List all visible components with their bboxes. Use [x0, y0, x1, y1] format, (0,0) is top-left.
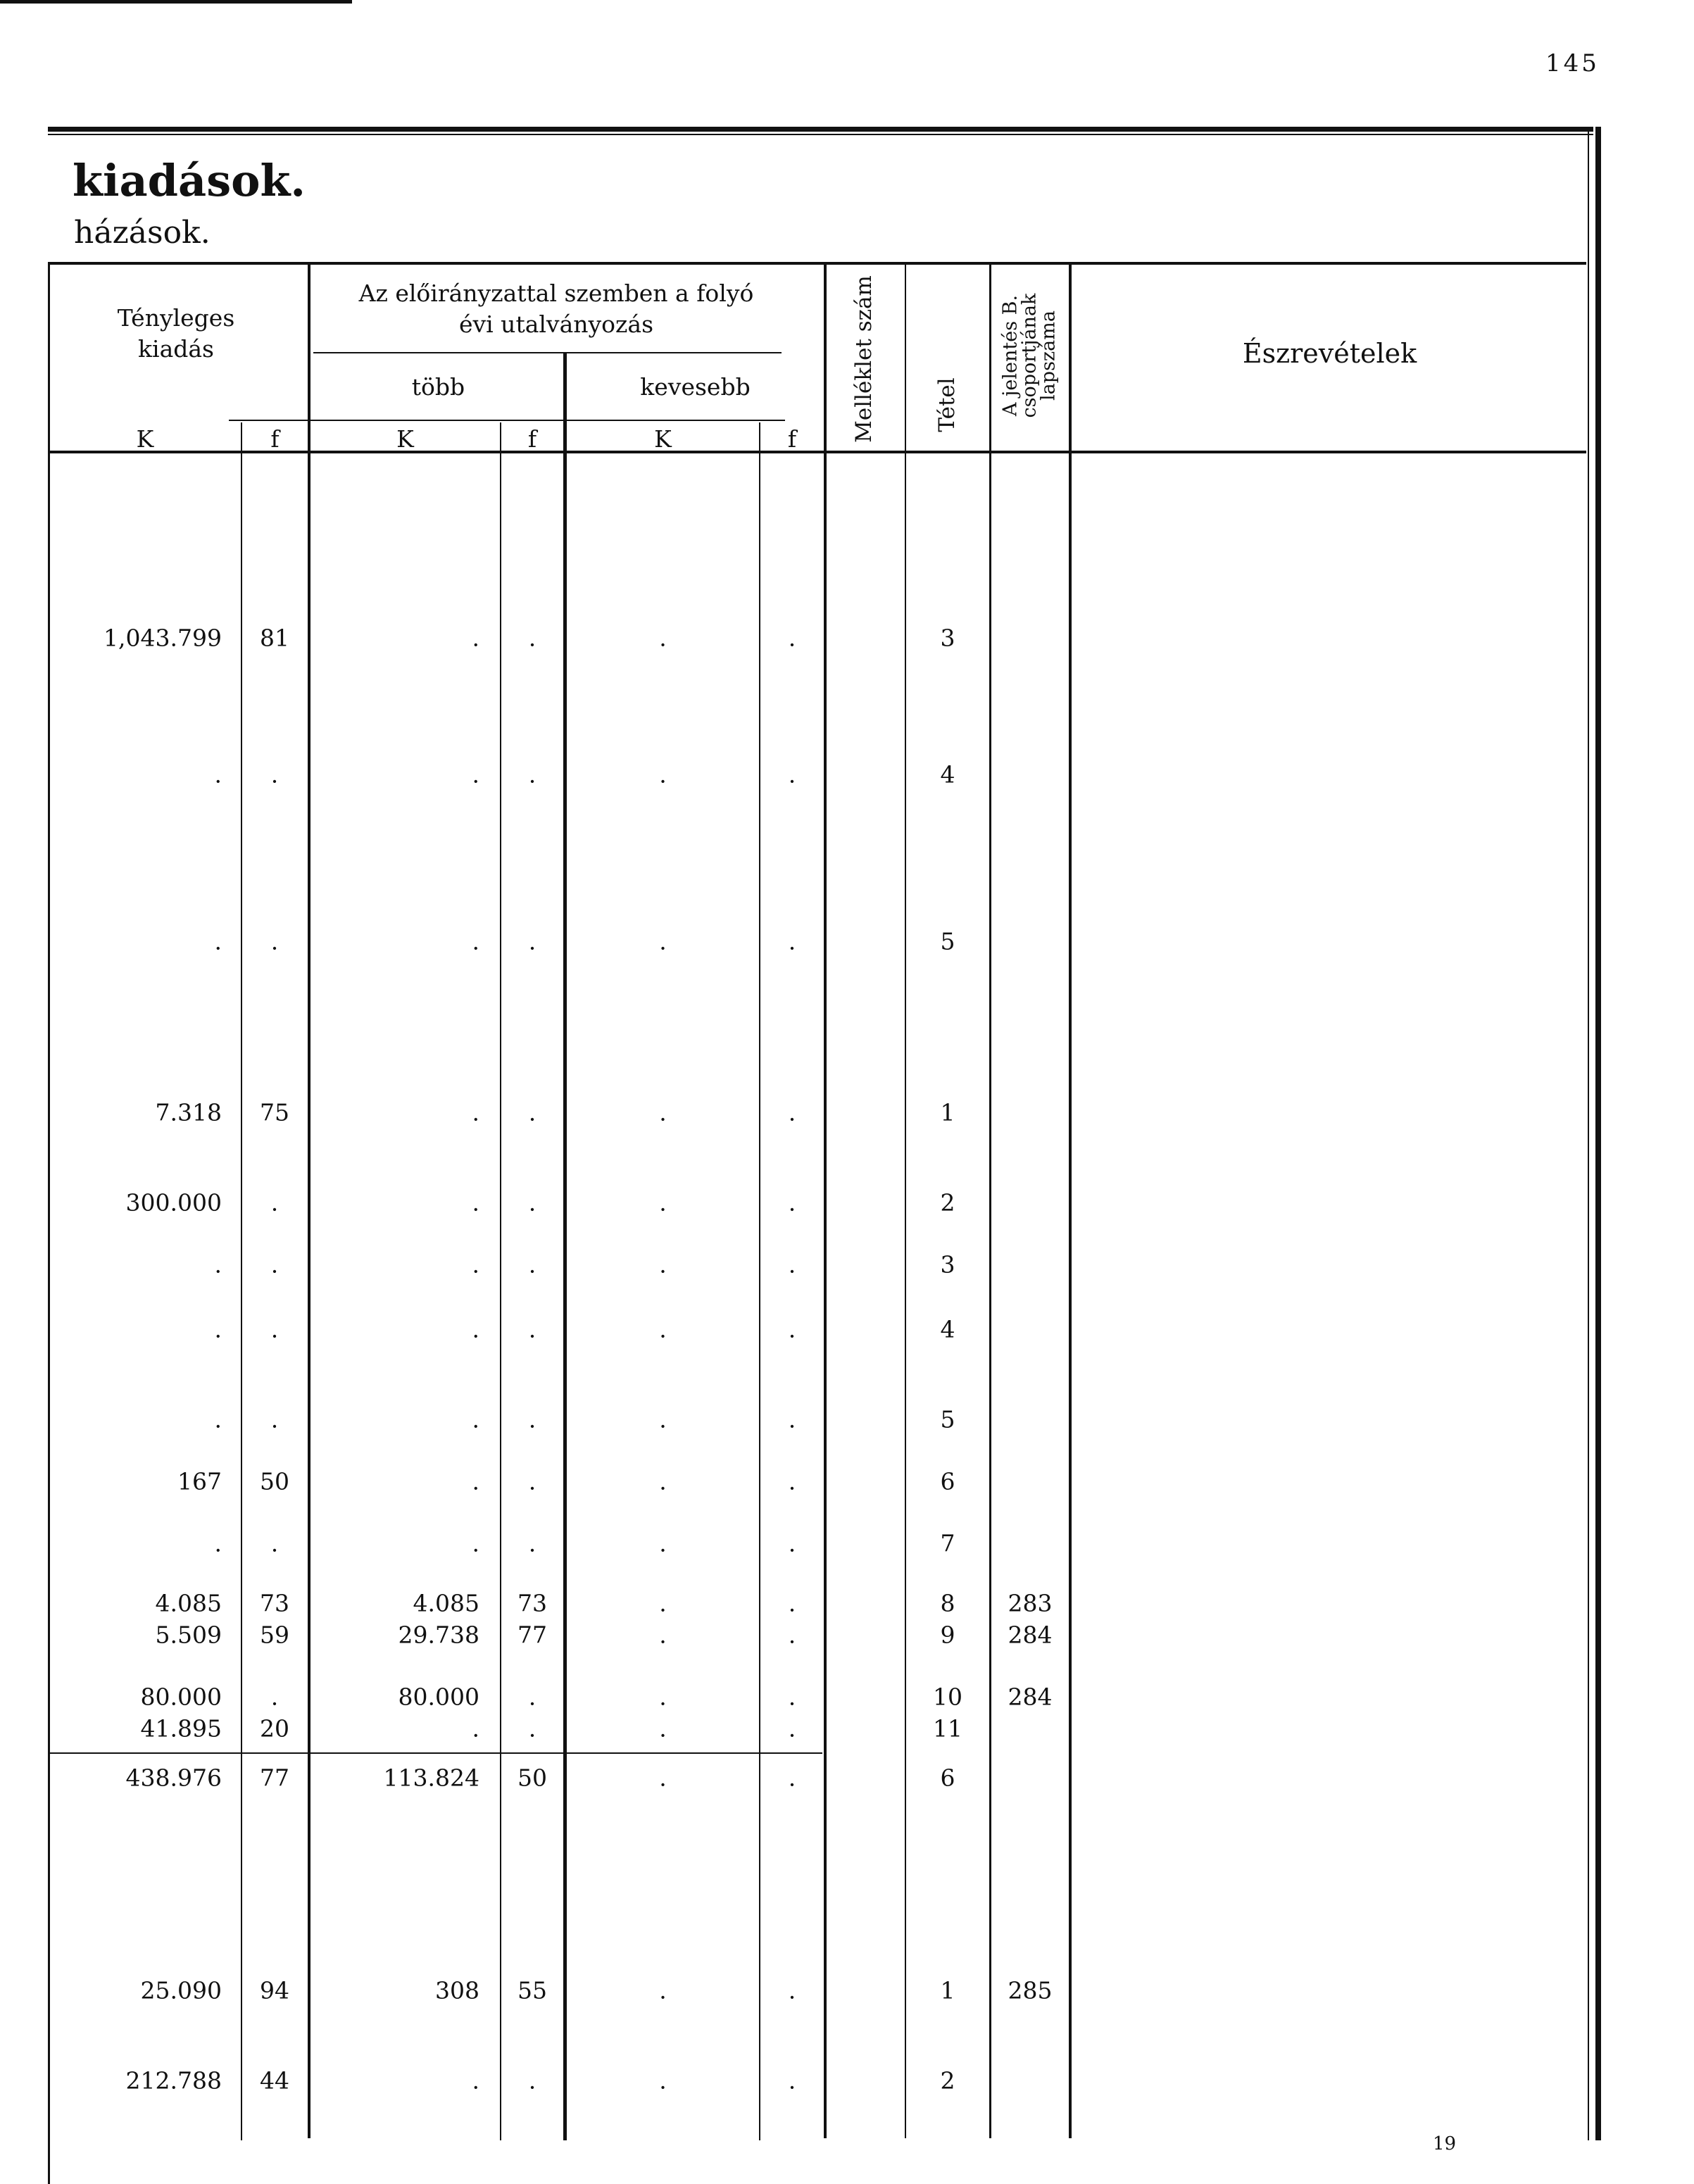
cell-mk: .	[472, 1315, 479, 1343]
col-divider-mf	[500, 422, 501, 2140]
cell-mk: .	[472, 1098, 479, 1126]
col-divider-attach	[824, 262, 827, 2138]
cell-lk: .	[659, 1529, 667, 1557]
cell-lf: .	[788, 1976, 796, 2004]
cell-tf: 81	[260, 624, 289, 652]
cell-item: 2	[940, 1188, 955, 1217]
cell-page: 283	[1008, 1589, 1053, 1617]
cell-mf: .	[528, 1098, 537, 1126]
page-subtitle: házások.	[74, 215, 211, 251]
cell-mf: .	[528, 1683, 537, 1711]
cell-mk: .	[472, 760, 479, 789]
cell-lf: .	[788, 1250, 796, 1279]
cell-lf: .	[788, 1714, 796, 1743]
cell-tk: 5.509	[155, 1621, 222, 1649]
header-more: több	[411, 373, 465, 401]
cell-mf: .	[528, 1467, 537, 1495]
table-top-rule	[48, 262, 1586, 265]
cell-lk: .	[659, 1188, 667, 1217]
cell-tf: 50	[260, 1467, 289, 1495]
cell-mf: .	[528, 2066, 537, 2095]
cell-mf: .	[528, 760, 537, 789]
cell-lf: .	[788, 1098, 796, 1126]
cell-mf: .	[528, 624, 537, 652]
cell-mf: .	[528, 1714, 537, 1743]
cell-lf: .	[788, 1467, 796, 1495]
cell-mf: .	[528, 927, 537, 955]
header-item: Tétel	[934, 377, 960, 432]
cell-item: 5	[940, 927, 955, 955]
cell-lk: .	[659, 760, 667, 789]
cell-tk: .	[214, 1315, 222, 1343]
unit-lf: f	[787, 425, 797, 453]
cell-lk: .	[659, 1621, 667, 1649]
cell-item: 3	[940, 1250, 955, 1279]
cell-mk: .	[472, 1250, 479, 1279]
cell-lf: .	[788, 1315, 796, 1343]
cell-page: 285	[1008, 1976, 1053, 2004]
cell-mf: .	[528, 1405, 537, 1433]
cell-item: 1	[940, 1098, 955, 1126]
header-less: kevesebb	[640, 373, 751, 401]
unit-lk: K	[654, 425, 672, 453]
cell-lk: .	[659, 1764, 667, 1792]
cell-tf: 94	[260, 1976, 289, 2004]
cell-lk: .	[659, 1714, 667, 1743]
cell-tk: .	[214, 927, 222, 955]
cell-mk: .	[472, 927, 479, 955]
cell-lf: .	[788, 624, 796, 652]
cell-lk: .	[659, 1589, 667, 1617]
cell-lf: .	[788, 2066, 796, 2095]
cell-tk: .	[214, 1250, 222, 1279]
cell-item: 4	[940, 1315, 955, 1343]
page-title: kiadások.	[73, 155, 306, 206]
subtotal-rule	[48, 1752, 822, 1754]
cell-tf: 77	[260, 1764, 289, 1792]
cell-lk: .	[659, 2066, 667, 2095]
header-report-page: A jelentés B. csoportjának lapszáma	[999, 293, 1060, 418]
cell-mf: 50	[517, 1764, 547, 1792]
comparison-subrule	[313, 352, 782, 353]
cell-page: 284	[1008, 1683, 1053, 1711]
cell-lf: .	[788, 760, 796, 789]
unit-mf: f	[527, 425, 537, 453]
cell-mf: .	[528, 1250, 537, 1279]
footer-mark: 19	[1433, 2133, 1457, 2154]
cell-mk: 308	[435, 1976, 479, 2004]
header-actual-expense: Tényleges kiadás	[117, 304, 235, 363]
cell-item: 2	[940, 2066, 955, 2095]
cell-mk: .	[472, 1529, 479, 1557]
cell-mk: 4.085	[413, 1589, 479, 1617]
cell-mf: 73	[517, 1589, 547, 1617]
cell-tk: 7.318	[155, 1098, 222, 1126]
header-attachment-no: Melléklet szám	[851, 275, 877, 443]
header-thin-rule	[48, 134, 1593, 135]
cell-lf: .	[788, 1405, 796, 1433]
header-comparison: Az előirányzattal szemben a folyó évi utalványozás	[358, 280, 754, 338]
cell-tk: 4.085	[155, 1589, 222, 1617]
cell-tf: .	[270, 760, 279, 789]
cell-mk: 113.824	[383, 1764, 479, 1792]
cell-tf: 73	[260, 1589, 289, 1617]
cell-mk: .	[472, 1405, 479, 1433]
cell-tf: 59	[260, 1621, 289, 1649]
cell-tk: 25.090	[140, 1976, 222, 2004]
cell-item: 6	[940, 1764, 955, 1792]
units-rule	[229, 420, 785, 421]
cell-lf: .	[788, 927, 796, 955]
cell-tk: 212.788	[125, 2066, 222, 2095]
cell-lk: .	[659, 624, 667, 652]
header-thick-rule	[48, 127, 1593, 132]
cell-item: 8	[940, 1589, 955, 1617]
cell-mk: .	[472, 1188, 479, 1217]
header-remarks: Észrevételek	[1242, 338, 1417, 369]
cell-tk: 438.976	[125, 1764, 222, 1792]
cell-mk: .	[472, 1467, 479, 1495]
cell-tf: .	[270, 927, 279, 955]
unit-tf: f	[270, 425, 280, 453]
cell-mf: 77	[517, 1621, 547, 1649]
cell-tf: 20	[260, 1714, 289, 1743]
cell-lk: .	[659, 1405, 667, 1433]
cell-tf: .	[270, 1683, 279, 1711]
cell-lf: .	[788, 1589, 796, 1617]
cell-mk: .	[472, 624, 479, 652]
cell-item: 7	[940, 1529, 955, 1557]
cell-tk: 1,043.799	[103, 624, 222, 652]
cell-lf: .	[788, 1683, 796, 1711]
cell-tf: .	[270, 1405, 279, 1433]
col-divider-page	[989, 262, 991, 2138]
col-divider-tf	[241, 422, 242, 2140]
cell-mk: 29.738	[398, 1621, 479, 1649]
col-divider-less	[563, 352, 567, 2140]
cell-mk: .	[472, 2066, 479, 2095]
unit-tk: K	[136, 425, 154, 453]
cell-lk: .	[659, 1683, 667, 1711]
cell-tk: .	[214, 760, 222, 789]
cell-tf: 44	[260, 2066, 289, 2095]
cell-tf: .	[270, 1188, 279, 1217]
cell-lf: .	[788, 1529, 796, 1557]
page-number: 145	[1545, 49, 1600, 77]
cell-item: 5	[940, 1405, 955, 1433]
cell-item: 9	[940, 1621, 955, 1649]
cell-mf: .	[528, 1188, 537, 1217]
cell-item: 4	[940, 760, 955, 789]
cell-mk: 80.000	[398, 1683, 479, 1711]
top-edge-rule	[0, 0, 352, 4]
cell-item: 3	[940, 624, 955, 652]
cell-lk: .	[659, 1315, 667, 1343]
cell-tf: 75	[260, 1098, 289, 1126]
col-divider-remarks	[1069, 262, 1072, 2138]
cell-mk: .	[472, 1714, 479, 1743]
cell-tk: 167	[177, 1467, 222, 1495]
cell-tk: 80.000	[140, 1683, 222, 1711]
cell-item: 6	[940, 1467, 955, 1495]
cell-tk: 300.000	[125, 1188, 222, 1217]
left-border	[48, 262, 50, 2184]
cell-tf: .	[270, 1250, 279, 1279]
cell-lk: .	[659, 1467, 667, 1495]
unit-mk: K	[396, 425, 414, 453]
cell-mf: .	[528, 1315, 537, 1343]
cell-item: 1	[940, 1976, 955, 2004]
cell-tk: 41.895	[140, 1714, 222, 1743]
right-border-thick	[1595, 127, 1601, 2140]
cell-lf: .	[788, 1188, 796, 1217]
cell-item: 11	[933, 1714, 962, 1743]
cell-lk: .	[659, 1976, 667, 2004]
cell-mf: .	[528, 1529, 537, 1557]
cell-tf: .	[270, 1529, 279, 1557]
cell-lf: .	[788, 1621, 796, 1649]
cell-tf: .	[270, 1315, 279, 1343]
cell-lk: .	[659, 1250, 667, 1279]
col-divider-lf	[759, 422, 760, 2140]
cell-lk: .	[659, 1098, 667, 1126]
cell-mf: 55	[517, 1976, 547, 2004]
cell-tk: .	[214, 1405, 222, 1433]
right-border-thin	[1588, 127, 1589, 2140]
cell-lk: .	[659, 927, 667, 955]
cell-page: 284	[1008, 1621, 1053, 1649]
cell-lf: .	[788, 1764, 796, 1792]
cell-tk: .	[214, 1529, 222, 1557]
cell-item: 10	[933, 1683, 962, 1711]
